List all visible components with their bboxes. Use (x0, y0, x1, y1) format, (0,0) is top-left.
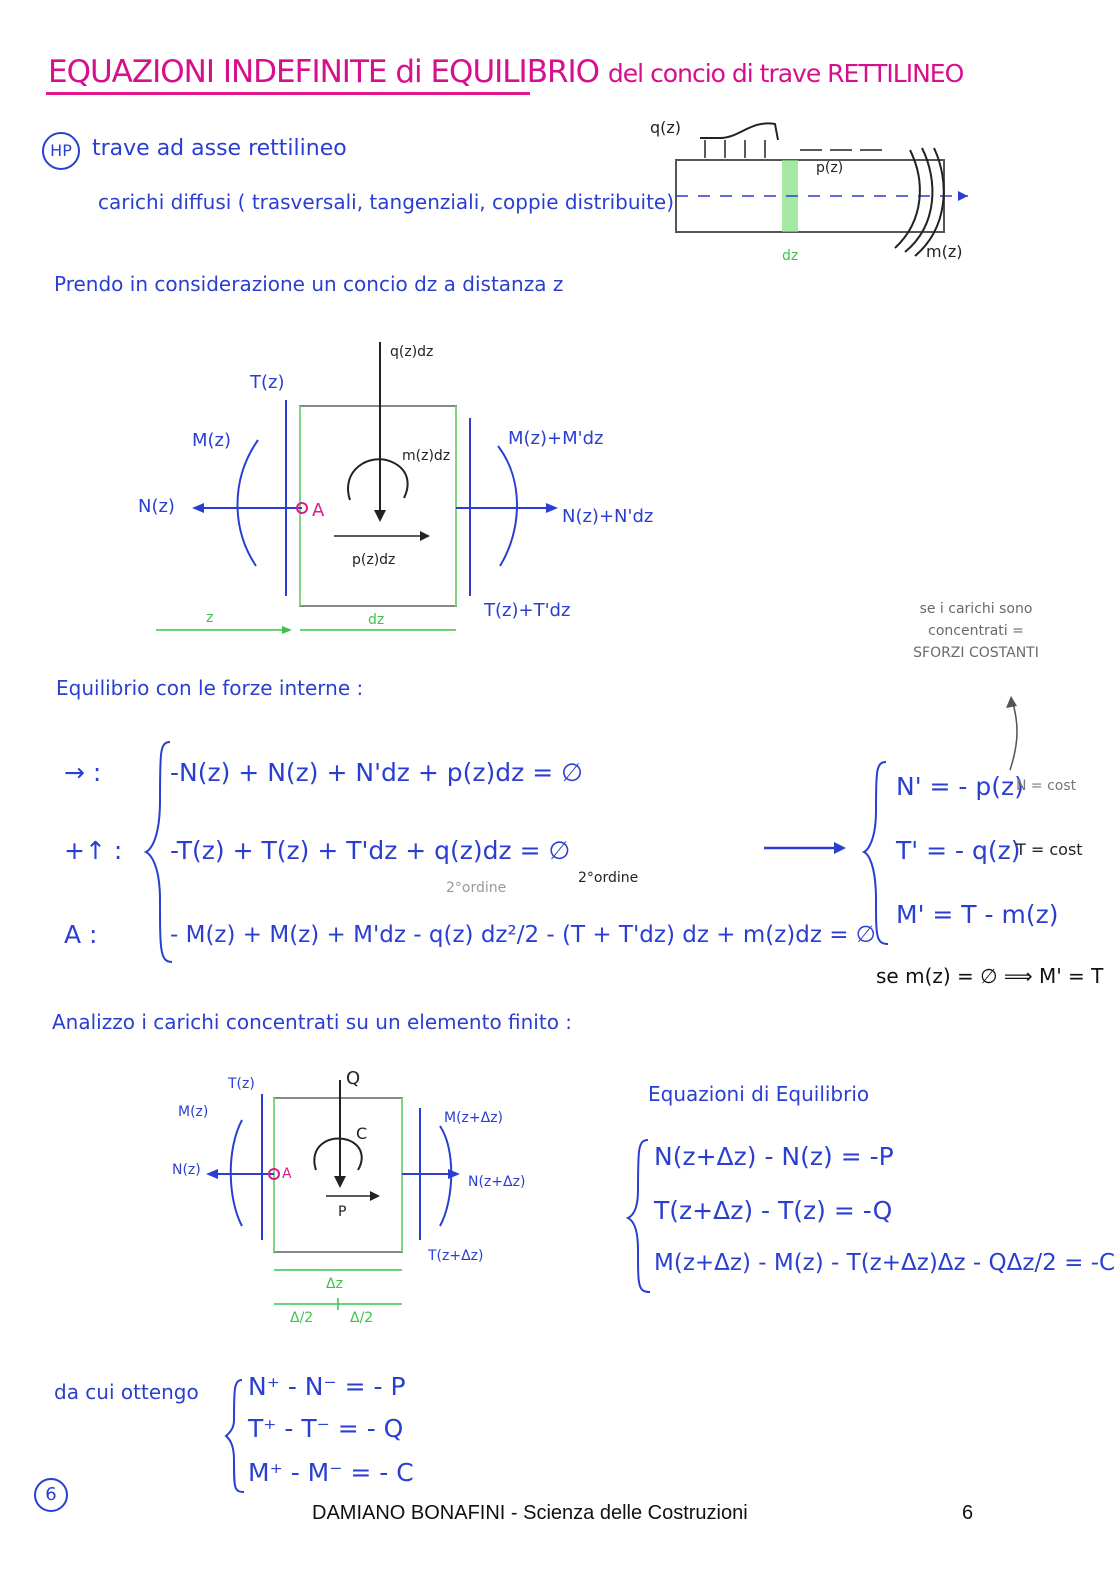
side-note-line: SFORZI COSTANTI (913, 645, 1039, 661)
analizzo-heading: Analizzo i carichi concentrati su un elemento finito : (52, 1010, 573, 1034)
finite-C: C (356, 1124, 368, 1143)
concio-z: z (206, 610, 214, 626)
finite-Dz2b: Δ/2 (350, 1310, 374, 1326)
eq-expr-2: -T(z) + T(z) + T'dz + q(z)dz = ∅ (170, 836, 571, 865)
concio-qdz: q(z)dz (390, 344, 434, 360)
ordine-label-2: 2°ordine (578, 870, 639, 886)
hp-line-2: carichi diffusi ( trasversali, tangenziali, coppie distribuite) (98, 190, 675, 214)
ordine-label-1: 2°ordine (446, 880, 507, 896)
final-eq-2: T⁺ - T⁻ = - Q (248, 1414, 404, 1443)
result-tag-2: T = cost (1016, 840, 1083, 859)
result-3: M' = T - m(z) (896, 900, 1059, 929)
beam-m-label: m(z) (926, 242, 963, 261)
finite-eq-2: T(z+Δz) - T(z) = -Q (654, 1196, 893, 1225)
concio-pdz: p(z)dz (352, 552, 396, 568)
side-note (896, 598, 1056, 664)
side-note-line: se i carichi sono (919, 601, 1033, 617)
finite-Tz: T(z) (228, 1076, 255, 1092)
eq-expr-3: - M(z) + M(z) + M'dz - q(z) dz²/2 - (T + T'dz) dz + m(z)dz = ∅ (170, 922, 876, 948)
hp-line-1: trave ad asse rettilineo (92, 136, 347, 161)
eq-dir-2: +↑ : (64, 836, 123, 865)
equilibrio-heading: Equilibrio con le forze interne : (56, 676, 364, 700)
concio-diagram (156, 342, 558, 634)
concio-Tz: T(z) (250, 372, 285, 393)
concio-TzTdz: T(z)+T'dz (484, 600, 571, 621)
final-eq-1: N⁺ - N⁻ = - P (248, 1372, 406, 1401)
result-2: T' = - q(z) (896, 836, 1021, 865)
finite-eq-heading: Equazioni di Equilibrio (648, 1082, 870, 1106)
beam-dz-label: dz (782, 248, 799, 264)
result-note: se m(z) = ∅ ⟹ M' = T (876, 964, 1104, 988)
finite-A: A (282, 1166, 292, 1182)
finite-TzDz: T(z+Δz) (428, 1248, 484, 1264)
beam-sketch (676, 123, 968, 256)
finite-Dz2a: Δ/2 (290, 1310, 314, 1326)
finite-eq-1: N(z+Δz) - N(z) = -P (654, 1142, 894, 1171)
da-cui-text: da cui ottengo (54, 1380, 199, 1404)
finite-NzDz: N(z+Δz) (468, 1174, 526, 1190)
concio-A: A (312, 500, 325, 521)
finite-P: P (338, 1204, 347, 1220)
title-main: EQUAZIONI INDEFINITE di EQUILIBRIO (48, 54, 600, 90)
concio-mdz: m(z)dz (402, 448, 451, 464)
finite-Q: Q (346, 1068, 361, 1089)
prendo-text: Prendo in considerazione un concio dz a distanza z (54, 272, 564, 296)
final-eq-3: M⁺ - M⁻ = - C (248, 1458, 414, 1487)
concio-NzNdz: N(z)+N'dz (562, 506, 654, 527)
beam-q-label: q(z) (650, 118, 682, 137)
hp-circle: HP (42, 132, 80, 170)
concio-Nz: N(z) (138, 496, 175, 517)
eq-expr-1: -N(z) + N(z) + N'dz + p(z)dz = ∅ (170, 758, 583, 787)
finite-MzDz: M(z+Δz) (444, 1110, 504, 1126)
footer-author: DAMIANO BONAFINI - Scienza delle Costruzioni (312, 1502, 748, 1524)
finite-eq-3: M(z+Δz) - M(z) - T(z+Δz)Δz - QΔz/2 = -C (654, 1250, 1116, 1276)
page-number: 6 (962, 1502, 974, 1524)
page-circle-number: 6 (34, 1478, 68, 1512)
beam-p-label: p(z) (816, 160, 844, 176)
finite-Nz: N(z) (172, 1162, 201, 1178)
eq-dir-3: A : (64, 920, 98, 949)
concio-MzMdz: M(z)+M'dz (508, 428, 604, 449)
concio-Mz: M(z) (192, 430, 232, 451)
result-tag-1: N = cost (1016, 778, 1077, 794)
finite-Mz: M(z) (178, 1104, 209, 1120)
eq-dir-1: → : (64, 758, 102, 787)
result-1: N' = - p(z) (896, 772, 1024, 801)
side-note-line: concentrati = (928, 623, 1024, 639)
title-tail: del concio di trave RETTILINEO (607, 59, 964, 88)
concio-dz: dz (368, 612, 385, 628)
finite-Dz: Δz (326, 1276, 343, 1292)
